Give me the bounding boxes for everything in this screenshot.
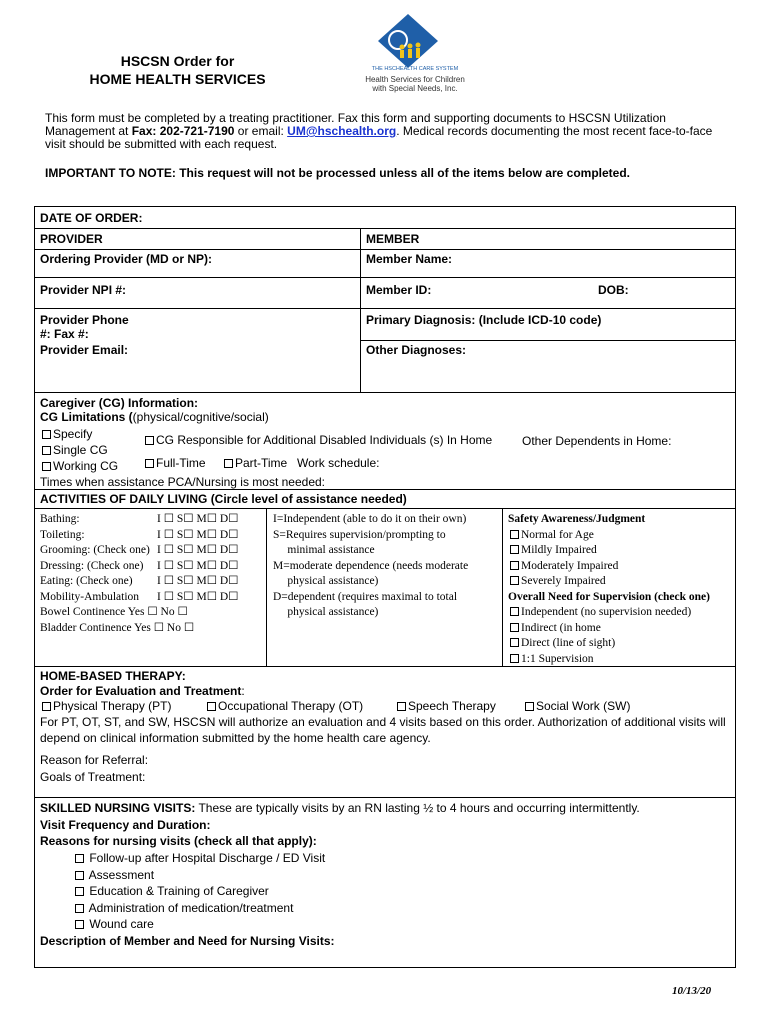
safety-checkbox[interactable] bbox=[510, 545, 519, 554]
dob-field[interactable]: DOB: bbox=[598, 283, 629, 297]
authorization-text: For PT, OT, ST, and SW, HSCSN will authorize an evaluation and 4 visits based on this order. Authorization of additional visits will depend on clinical information submitted by the home health care agency. bbox=[40, 715, 726, 745]
supervision-checkbox[interactable] bbox=[510, 638, 519, 647]
st-option[interactable] bbox=[395, 699, 496, 713]
sw-label: Social Work (SW) bbox=[536, 699, 631, 713]
order-eval-label: Order for Evaluation and Treatment: bbox=[40, 684, 245, 698]
working-cg-option[interactable] bbox=[40, 459, 118, 473]
nursing-reason-label: Administration of medication/treatment bbox=[88, 900, 294, 915]
nursing-reason-label: Wound care bbox=[89, 917, 154, 931]
supervision-option[interactable] bbox=[508, 621, 710, 637]
adl-row-levels[interactable]: I ☐ S☐ M☐ D☐ bbox=[157, 544, 239, 556]
adl-row-levels[interactable]: I ☐ S☐ M☐ D☐ bbox=[157, 528, 239, 541]
adl-row[interactable] bbox=[40, 528, 262, 544]
adl-row[interactable] bbox=[40, 543, 262, 559]
nursing-heading-line bbox=[40, 801, 640, 815]
supervision-option[interactable] bbox=[508, 652, 710, 668]
nursing-reason-checkbox[interactable] bbox=[75, 904, 84, 913]
intro-text-3: . Medical records documenting the most recent face-to-face visit should be submitted with each request. bbox=[45, 124, 713, 151]
legend-line: physical assistance) bbox=[273, 606, 379, 618]
date-of-order-label: DATE OF ORDER: bbox=[40, 211, 143, 225]
logo-org-name bbox=[350, 75, 480, 93]
adl-row-levels[interactable]: I ☐ S☐ M☐ D☐ bbox=[157, 513, 239, 525]
visit-frequency-field[interactable]: Visit Frequency and Duration: bbox=[40, 818, 211, 832]
email-link[interactable]: UM@hschealth.org bbox=[287, 124, 397, 138]
part-time-checkbox[interactable] bbox=[224, 459, 233, 468]
nursing-reason-option[interactable] bbox=[73, 850, 325, 867]
nursing-reason-label: Assessment bbox=[88, 867, 155, 882]
legend-line: D=dependent (requires maximal to total bbox=[273, 590, 458, 603]
single-cg-checkbox[interactable] bbox=[42, 446, 51, 455]
full-time-checkbox[interactable] bbox=[145, 459, 154, 468]
working-cg-label: Working CG bbox=[53, 459, 119, 473]
supervision-label: Direct (line of sight) bbox=[521, 637, 616, 649]
ot-checkbox[interactable] bbox=[207, 702, 216, 711]
logo-line-2: with Special Needs, Inc. bbox=[372, 84, 458, 93]
safety-label: Moderately Impaired bbox=[521, 559, 619, 572]
single-cg-label: Single CG bbox=[53, 443, 108, 457]
adl-row-label: Grooming: (Check one) bbox=[40, 544, 150, 556]
nursing-reason-label: Follow-up after Hospital Discharge / ED Visit bbox=[89, 851, 326, 865]
hsc-logo bbox=[350, 10, 480, 100]
supervision-checkbox[interactable] bbox=[510, 607, 519, 616]
legend-line: I=Independent (able to do it on their own) bbox=[273, 513, 467, 525]
reasons-heading: Reasons for nursing visits (check all that apply): bbox=[40, 834, 317, 848]
safety-section bbox=[508, 512, 710, 667]
member-id-field[interactable]: Member ID: bbox=[366, 283, 432, 297]
provider-phone-field[interactable] bbox=[40, 313, 129, 341]
safety-option[interactable] bbox=[508, 559, 710, 575]
specify-label: Specify bbox=[53, 427, 93, 441]
nursing-reason-label: Education & Training of Caregiver bbox=[89, 884, 269, 898]
adl-rows bbox=[40, 512, 262, 636]
ot-label: Occupational Therapy (OT) bbox=[218, 699, 364, 713]
safety-checkbox[interactable] bbox=[510, 576, 519, 585]
nursing-reasons-list bbox=[73, 850, 325, 933]
times-needed-field[interactable]: Times when assistance PCA/Nursing is most needed: bbox=[40, 475, 326, 489]
goals-treatment-field[interactable]: Goals of Treatment: bbox=[40, 770, 146, 784]
adl-row-levels[interactable]: I ☐ S☐ M☐ D☐ bbox=[157, 575, 239, 587]
adl-row[interactable] bbox=[40, 590, 262, 606]
caregiver-heading: Caregiver (CG) Information: bbox=[40, 396, 199, 410]
adl-row-levels[interactable]: I ☐ S☐ M☐ D☐ bbox=[157, 559, 239, 572]
nursing-reason-checkbox[interactable] bbox=[75, 854, 84, 863]
safety-label: Normal for Age bbox=[521, 528, 594, 541]
logo-top-text: THE HSCHEALTH CARE SYSTEM bbox=[371, 66, 459, 72]
nursing-reason-option[interactable] bbox=[73, 883, 325, 900]
nursing-description-field[interactable]: Description of Member and Need for Nursing Visits: bbox=[40, 934, 335, 948]
revision-date: 10/13/20 bbox=[672, 985, 712, 997]
supervision-label: 1:1 Supervision bbox=[521, 652, 594, 665]
pt-option[interactable] bbox=[40, 699, 171, 713]
specify-checkbox[interactable] bbox=[42, 430, 51, 439]
supervision-heading: Overall Need for Supervision (check one) bbox=[508, 590, 710, 603]
sw-option[interactable] bbox=[523, 699, 630, 713]
nursing-reason-checkbox[interactable] bbox=[75, 887, 84, 896]
nursing-reason-option[interactable] bbox=[73, 916, 325, 933]
safety-checkbox[interactable] bbox=[510, 561, 519, 570]
therapy-heading: HOME-BASED THERAPY: bbox=[40, 669, 186, 683]
nursing-reason-checkbox[interactable] bbox=[75, 920, 84, 929]
bladder-continence[interactable]: Bladder Continence Yes ☐ No ☐ bbox=[40, 621, 195, 634]
primary-diagnosis-field[interactable]: Primary Diagnosis: (Include ICD-10 code) bbox=[366, 313, 602, 327]
safety-option[interactable] bbox=[508, 528, 710, 544]
intro-text-1: This form must be completed by a treating practitioner. Fax this form and supporting documents to HSCSN Utilization Management at bbox=[45, 111, 666, 138]
legend-line: physical assistance) bbox=[273, 575, 379, 587]
provider-phone-label: Provider Phone bbox=[40, 313, 129, 327]
ordering-provider-field[interactable]: Ordering Provider (MD or NP): bbox=[40, 252, 213, 266]
supervision-checkbox[interactable] bbox=[510, 654, 519, 663]
work-schedule-field[interactable]: Work schedule: bbox=[297, 456, 380, 470]
title-line-2: HOME HEALTH SERVICES bbox=[89, 71, 266, 87]
adl-row-label: Bathing: bbox=[40, 513, 80, 525]
other-diagnoses-field[interactable]: Other Diagnoses: bbox=[366, 343, 467, 357]
single-cg-option[interactable] bbox=[40, 443, 108, 457]
safety-option[interactable] bbox=[508, 574, 710, 590]
sw-checkbox[interactable] bbox=[525, 702, 534, 711]
cg-limitations-label: CG Limitations ( bbox=[40, 410, 133, 424]
cg-limitations-types: (physical/cognitive/social) bbox=[132, 410, 269, 424]
adl-row-label: Dressing: (Check one) bbox=[40, 559, 144, 572]
provider-header: PROVIDER bbox=[40, 232, 103, 246]
adl-row-label: Mobility-Ambulation bbox=[40, 590, 140, 603]
part-time-label: Part-Time bbox=[235, 456, 288, 470]
fax-number: Fax: 202-721-7190 bbox=[131, 124, 235, 138]
adl-row-label: Toileting: bbox=[40, 528, 85, 541]
full-time-option[interactable] bbox=[143, 456, 206, 470]
member-header: MEMBER bbox=[366, 232, 420, 246]
part-time-option[interactable] bbox=[222, 456, 287, 470]
bowel-continence[interactable]: Bowel Continence Yes ☐ No ☐ bbox=[40, 606, 188, 618]
provider-email-field[interactable]: Provider Email: bbox=[40, 343, 129, 357]
st-label: Speech Therapy bbox=[408, 699, 496, 713]
title-line-1: HSCSN Order for bbox=[120, 53, 235, 69]
reason-referral-field[interactable]: Reason for Referral: bbox=[40, 753, 149, 767]
supervision-option[interactable] bbox=[508, 636, 710, 652]
logo-diamond-icon bbox=[350, 10, 480, 74]
safety-label: Mildly Impaired bbox=[521, 544, 597, 556]
ot-option[interactable] bbox=[205, 699, 363, 713]
supervision-checkbox[interactable] bbox=[510, 623, 519, 632]
intro-text-2: or email: bbox=[234, 124, 288, 138]
adl-row[interactable] bbox=[40, 512, 262, 528]
cg-responsible-label: CG Responsible for Additional Disabled Individuals (s) In Home bbox=[156, 433, 493, 447]
adl-row[interactable] bbox=[40, 574, 262, 590]
member-name-field[interactable]: Member Name: bbox=[366, 252, 453, 266]
cg-responsible-checkbox[interactable] bbox=[145, 436, 154, 445]
supervision-label: Independent (no supervision needed) bbox=[521, 606, 692, 618]
nursing-reason-checkbox[interactable] bbox=[75, 871, 84, 880]
safety-checkbox[interactable] bbox=[510, 530, 519, 539]
safety-option[interactable] bbox=[508, 543, 710, 559]
intro-paragraph bbox=[45, 112, 725, 151]
cg-responsible-option[interactable] bbox=[143, 433, 492, 447]
adl-row-levels[interactable]: I ☐ S☐ M☐ D☐ bbox=[157, 590, 239, 603]
logo-line-1: Health Services for Children bbox=[365, 75, 465, 84]
st-checkbox[interactable] bbox=[397, 702, 406, 711]
order-eval-text: Order for Evaluation and Treatment bbox=[40, 684, 242, 698]
nursing-heading: SKILLED NURSING VISITS: bbox=[40, 801, 196, 815]
legend-line: M=moderate dependence (needs moderate bbox=[273, 559, 469, 572]
adl-row-label: Eating: (Check one) bbox=[40, 575, 133, 587]
legend-line: S=Requires supervision/prompting to bbox=[273, 528, 446, 541]
nursing-reason-option[interactable] bbox=[73, 900, 325, 917]
provider-npi-field[interactable]: Provider NPI #: bbox=[40, 283, 127, 297]
other-dependents-field[interactable]: Other Dependents in Home: bbox=[522, 434, 672, 448]
legend-line: minimal assistance bbox=[273, 544, 375, 556]
specify-option[interactable] bbox=[40, 427, 92, 441]
safety-heading: Safety Awareness/Judgment bbox=[508, 513, 646, 525]
safety-label: Severely Impaired bbox=[521, 575, 606, 587]
provider-fax-label: #: Fax #: bbox=[40, 327, 89, 341]
full-time-label: Full-Time bbox=[156, 456, 206, 470]
nursing-reason-option[interactable] bbox=[73, 867, 325, 884]
adl-row[interactable] bbox=[40, 559, 262, 575]
important-note: IMPORTANT TO NOTE: This request will not be processed unless all of the items below are completed. bbox=[45, 166, 630, 180]
supervision-label: Indirect (in home bbox=[521, 621, 601, 634]
adl-heading: ACTIVITIES OF DAILY LIVING (Circle level of assistance needed) bbox=[40, 492, 407, 506]
adl-legend bbox=[273, 512, 468, 621]
pt-label: Physical Therapy (PT) bbox=[53, 699, 172, 713]
cg-limitations bbox=[40, 410, 269, 424]
form-title bbox=[80, 52, 275, 88]
nursing-heading-desc: These are typically visits by an RN lasting ½ to 4 hours and occurring intermittently. bbox=[195, 801, 640, 815]
supervision-option[interactable] bbox=[508, 605, 710, 621]
working-cg-checkbox[interactable] bbox=[42, 462, 51, 471]
pt-checkbox[interactable] bbox=[42, 702, 51, 711]
